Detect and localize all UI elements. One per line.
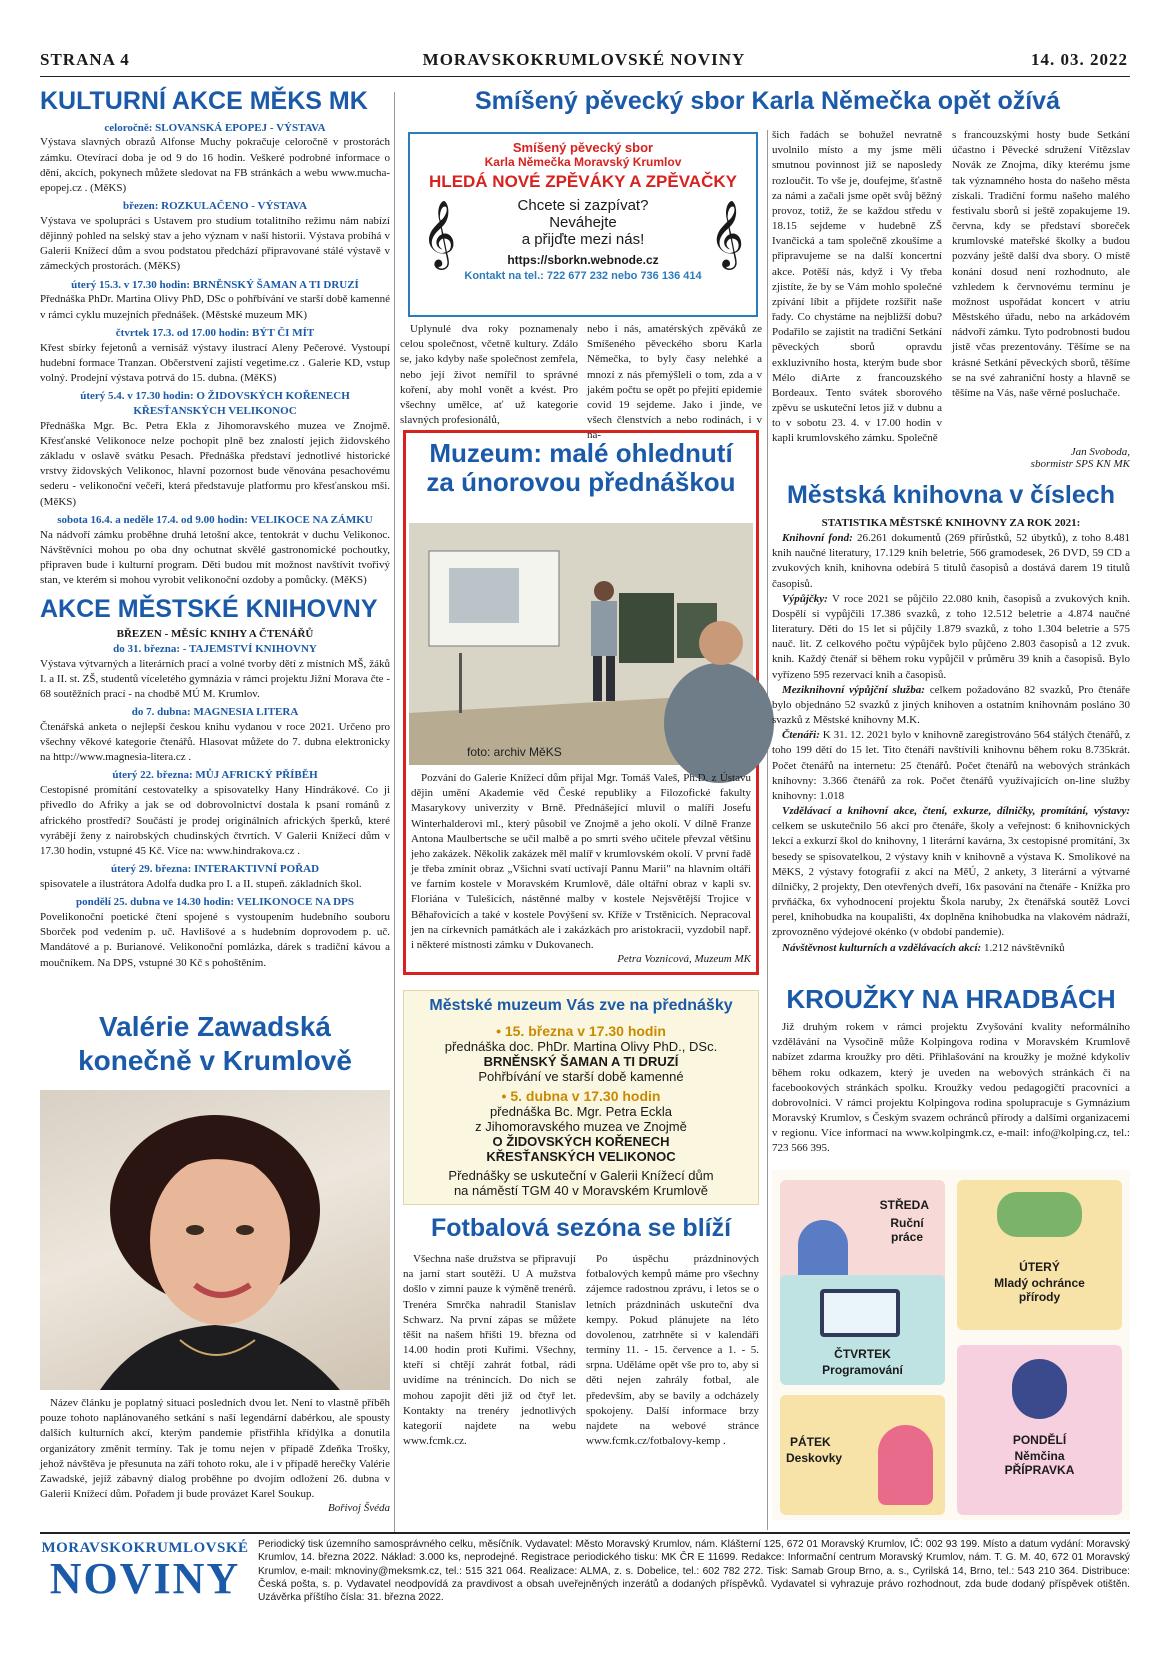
event-text: Výstava slavných obrazů Alfonse Muchy pokračuje celoročně v prostorách zámku. Otevírací doba je od 9 do 16 hodin. Veškeré podrobné informace o dění, akcích, pokynech můžete sledovat na FB stránkách a webu www.mucha-epopej.cz . (MěKS) — [40, 136, 390, 194]
article-title: Městská knihovna v číslech — [787, 481, 1115, 509]
choir-advert — [408, 132, 758, 317]
article-text: Pozvání do Galerie Knížecí dům přijal Mgr. Tomáš Valeš, Ph.D. z Ústavu dějin umění Akademie věd České republiky a Filozofické fakulty Masarykovy univerzity v Brně. Přednášející mluvil o malíři Josefu Winterhalderovi ml., který působil ve Znojmě a jeho okolí. V dílně Franze Antona Maulbertsche se učil malbě a po smrti svého učitele převzal většinu jeho zakázek. Několik zakázek měl malíř v krumlovském okolí. V první řadě je třeba zmínit obraz „Všichni svatí uctívají Pannu Marii" na hlavním oltáři ve farním kostele v Moravském Krumlově, dále oltářní obraz v kapli sv. Floriána v Tulešicích, nástěnné malby v kostele Nejsvětější Trojice v Běhařovicích a také v kostele Povýšení sv. Kříže v Trstěnicích. Nepracoval jen na církevních památkách ale i zakázkách pro aristokracii, vyzdobil např. i některé místnosti zámku v Dukovanech. — [411, 772, 751, 951]
column-divider — [767, 130, 768, 1530]
event-speaker: přednáška doc. PhDr. Martina Olivy PhD., DSc. — [444, 1039, 718, 1054]
stats-label: Čtenáři: — [782, 729, 820, 742]
club-name: Programování — [822, 1363, 903, 1377]
child-reading-icon — [1012, 1359, 1067, 1419]
club-day: ÚTERÝ — [1019, 1260, 1060, 1274]
event-text: Povelikonoční poetické čtení spojené s vystoupením hudebního souboru Sborček pod vedením p. uč. Havlišové a s hudebním doprovodem p. uč. Mandátové a p. Burianové. Velikonoční pomlázka, dárek s tradiční kávou a moučníkem. Na DPS, vstupné 30 Kč s pohoštěním. — [40, 910, 390, 969]
event-heading: březen: ROZKULAČENO - VÝSTAVA — [122, 200, 308, 213]
event-text: Křest sbírky fejetonů a vernisáž výstavy ilustrací Aleny Pečerové. Vystoupí hudební formace Tranzan. Občerstvení zajistí vegetime.cz . Galerie KD, vstup volný. Prodejní výstava potrvá do 15. dubna. (MěKS) — [40, 341, 390, 384]
article-title: KROUŽKY NA HRADBÁCH — [786, 984, 1116, 1014]
library-stats — [772, 517, 1130, 956]
article-title — [406, 439, 756, 496]
article-title: Smíšený pěvecký sbor Karla Němečka opět ožívá — [474, 87, 1060, 115]
photo-credit: foto: archiv MěKS — [467, 745, 562, 759]
event-heading: úterý 5.4. v 17.30 hodin: O ŽIDOVSKÝCH KOŘENECH KŘESŤANSKÝCH VELIKONOC — [80, 390, 350, 417]
stats-label: Meziknihovní výpůjční služba: — [782, 683, 925, 696]
club-day: STŘEDA — [879, 1198, 929, 1212]
stats-text: celkem požadováno 82 svazků, Pro čtenáře bylo objednáno 52 svazků z jiných knihoven a ostatním knihovnám posláno 30 svazků z Městské knihovny M.K. — [772, 683, 1131, 727]
stats-label: Výpůjčky: — [782, 592, 828, 605]
article-text: Po úspěchu prázdninových fotbalových kempů máme pro všechny zájemce radostnou zprávu, i letos se o letních prázdninách uskuteční dva kempy. Pokud plánujete na léto dovolenou, zatrhněte si v kalendáři termíny 11. - 15. července a 1. - 5. srpna. Uděláme opět vše pro to, aby si děti nejen zahrály fotbal, ale především, aby se bavily a odcházely spokojeny. Další informace brzy najdete na webové stránce www.fcmk.cz/fotbalovy-kemp . — [586, 1253, 759, 1448]
article-column — [400, 322, 578, 427]
article-body — [772, 1020, 1130, 1157]
club-name: Mladý ochránce přírody — [994, 1276, 1085, 1304]
lecture-photo — [409, 523, 753, 765]
event-text: Výstava výtvarných a literárních prací a volné tvorby dětí z místních MŠ, žáků I. a II. st. ZŠ, studentů víceletého gymnázia v rámci projektu Jižní Morava čte - 68 soutěžních prací - na chodbě MÚ M. Krumlov. — [40, 657, 390, 700]
left-column — [40, 88, 390, 971]
event-item — [40, 642, 390, 702]
logo-top: MORAVSKOKRUMLOVSKÉ — [41, 1540, 249, 1556]
author-signature: Petra Voznicová, Muzeum MK — [617, 953, 751, 966]
clef-icon: 𝄞 — [709, 199, 744, 267]
article-title: Fotbalová sezóna se blíží — [430, 1214, 732, 1242]
stats-heading: STATISTIKA MĚSTSKÉ KNIHOVNY ZA ROK 2021: — [821, 517, 1081, 529]
event-item — [40, 326, 390, 386]
museum-article — [403, 430, 759, 975]
club-day: ČTVRTEK — [834, 1347, 891, 1361]
stats-label: Knihovní fond: — [782, 532, 853, 544]
article-column — [403, 1252, 576, 1449]
article-title-line: konečně v Krumlově — [78, 1044, 352, 1076]
article-title-line: za únorovou přednáškou — [426, 466, 736, 497]
article-column — [586, 1252, 759, 1449]
event-item — [40, 895, 390, 971]
event-text: Přednáška Mgr. Bc. Petra Ekla z Jihomoravského muzea ve Znojmě. Křesťanské Velikonoce nelze pochopit plně bez znalostí jejich židovského základu v oslavě svátku Pesach. Přednáška představí jednotlivé historické vrstvy židovských Velikonoc, hlavní pozornost bude věnována pesachovému sederu - velikonoční večeři, která představuje platformu pro křesťanskou mši. (MěKS) — [40, 419, 390, 508]
article-text: nebo i nás, amatérských zpěváků ze Smíšeného pěveckého sboru Karla Němečka, to byly časy nelehké a mnozí z nás přemýšleli o tom, zda a v jakém počtu se opět po přejití epidemie covid 19 sejdeme. Jako i jinde, ve všech členstvích a nebo rodinách, i v na- — [587, 323, 762, 442]
ad-headline: HLEDÁ NOVÉ ZPĚVÁKY A ZPĚVAČKY — [429, 172, 737, 191]
stats-text: celkem se uskutečnilo 56 akcí pro čtenáře, školy a veřejnost: 6 knihovnických lekcí a exkurzí škol do knihovny, 1 literární kavárna, 3x cestopisné promítání, 3x besedy se spisovatelkou, 2 výstavy knih v knihovně a výstava K. Smolíkové na MěKS, 2 výstavy fotografií z akcí na MěÚ, 2 ankety, 3 literární a výtvarné dílničky, 2 projekty, Den otevřených dveří, 16x pasování na čtenáře - Knížka pro prvňáčka, 6x vyhodnocení projektu Škola naruby, 2x čtenářská soutěž Lovci perel, knihobudka na koupališti, 4x doplněna knihobudka na vlakovém nádraží, zprovozněno výdejové okénko (v období pandemie). — [772, 820, 1130, 939]
article-body — [411, 771, 751, 965]
stats-text: 1.212 návštěvníků — [983, 941, 1065, 954]
imprint: Periodický tisk územního samosprávného celku, měsíčník. Vydavatel: Město Moravský Krumlov, nám. Klášterní 125, 672 01 Moravský Krumlov, IČ: 002 93 199. Místo a datum vydání: Moravský Krumlov, 14. března 2022. Náklad: 3.000 ks, neprodejné. Registrace periodického tisku: MK ČR E 11699. Redakce: Informační centrum Moravský Krumlov, nám. T. G. M. 40, 672 01 Moravský Krumlov, e-mail: mknoviny@meksmk.cz, tel.: 515 321 064. Realizace: ALMA, z. s. Dobelice, tel.: 602 782 272. Tisk: Samab Group Brno, a. s., Cyrilská 14, Brno, tel.: 543 210 364. Distribuce: Česká pošta, s. p. Vydavatel neodpovídá za pravdivost a obsah uveřejněných inzerátů a dodaných příspěvků. Vydavatel si vyhrazuje právo rozhodnout, zda bude dodaný příspěvek otištěn. Uzávěrka příštího čísla: 31. března 2022. — [258, 1539, 1130, 1603]
club-name: Ruční práce — [890, 1216, 924, 1244]
event-text: Čtenářská anketa o nejlepší českou knihu vydanou v roce 2021. Určeno pro všechny věkové kategorie čtenářů. Hlasovat můžete do 7. dubna elektronicky na http://www.magnesia-litera.cz . — [40, 720, 390, 764]
event-heading: do 31. března: - TAJEMSTVÍ KNIHOVNY — [113, 642, 317, 655]
event-heading: do 7. dubna: MAGNESIA LITERA — [131, 706, 299, 719]
event-item — [40, 121, 390, 197]
article-body — [40, 1396, 390, 1514]
ad-line: Chcete si zazpívat? — [517, 197, 649, 214]
stats-text: K 31. 12. 2021 bylo v knihovně zaregistrováno 564 stálých čtenářů, z toho 199 dětí do 15 let. Tito čtenáři navštívili knihovnu během roku 8.735krát. Počet čtenářů na internetu: 25 čtenářů. Počet čtenářů na webových stránkách knihovny: 3.366 čtenářů za rok. Počet čtenářů využívajících on-line služby knihovny: 1.018 — [772, 729, 1131, 802]
ad-contact: Kontakt na tel.: 722 677 232 nebo 736 136 414 — [464, 270, 702, 282]
club-day: PÁTEK — [790, 1435, 831, 1449]
lecture-illustration — [409, 523, 753, 765]
issue-date: 14. 03. 2022 — [1031, 50, 1128, 69]
footer-logo — [40, 1540, 250, 1601]
event-title: O ŽIDOVSKÝCH KOŘENECH — [492, 1134, 670, 1149]
event-item — [40, 862, 390, 892]
event-heading: úterý 22. března: MŮJ AFRICKÝ PŘÍBĚH — [112, 769, 318, 782]
article-text: s francouzskými hosty bude Setkání účastno i Pěvecké sdružení Vítězslav Novák ze Znojma, díky kterému jsme tak významného hosta do našeho města získali. Tradiční formu našeho malého festivalu sborů si ještě zopakujeme 19. června, kdy se představí sboreček krumlovské mateřské školky a budou pozvány ještě další dva sbory. O místě konání dosud není rozhodnuto, ale vzhledem k červnovému termínu je možnost uspořádat koncert v atriu Městského úřadu, nebo na arkádovém nádvoří zámku. Tyto podrobnosti budou jistě včas prezentovány. Těšíme se na krásné Setkání pěveckých sborů, těšíme se na své zahraniční hosty a hlavně se těšíme na Vás, naše věrné posluchače. — [952, 129, 1130, 399]
event-item — [40, 389, 390, 510]
section-title: KULTURNÍ AKCE MĚKS MK — [40, 87, 368, 115]
event-heading: sobota 16.4. a neděle 17.4. od 9.00 hodin: VELIKOCE NA ZÁMKU — [57, 513, 373, 526]
event-speaker: z Jihomoravského muzea ve Znojmě — [475, 1119, 687, 1134]
clef-icon: 𝄞 — [422, 199, 457, 267]
article-column — [772, 128, 942, 473]
lecture-invitation — [403, 990, 759, 1205]
section-title: AKCE MĚSTSKÉ KNIHOVNY — [40, 595, 378, 624]
article-text: Název článku je poplatný situaci posledních dvou let. Není to vlastně příběh pouze tohoto naplánovaného setkání s naší legendární dabérkou, ale spousty dalších kulturních akcí, kterým pandemie přistřihla křídýlka a donutila organizátory změnit termíny. Tak je tomu nejen v případě Zdeňka Trošky, jehož návštěva je přesunuta na září tohoto roku, ale i v případě herečky Valérie Zawadské, jejíž zábavný dialog proběhne po dvojím odložení 26. dubna v Galerii Knížecí dům. Pořadem ji bude provázet Karel Soukup. — [40, 1397, 390, 1501]
club-day: PONDĚLÍ — [1012, 1433, 1067, 1447]
article-text: Všechna naše družstva se připravují na jarní start soutěží. U A mužstva došlo v zimní pauze k výměně trenérů. Trenéra Smrčka nahradil Stanislav Schwarz. Na první zápas se můžete těšit na našem hřišti 19. března od 14.00 hodin proti Kuřimi. Všechny, kteří si chtějí zahrát fotbal, rádi uvidíme na trénincích. Do nich se mohou zapojit děti již od čtyř let. Kontakty na trenéry jednotlivých kategorií najdete na webu www.fcmk.cz. — [403, 1253, 576, 1448]
event-text: spisovatele a ilustrátora Adolfa dudka pro I. a II. stupeň. základních škol. — [40, 877, 362, 890]
event-text: Cestopisné promítání cestovatelky a spisovatelky Hany Hindrákové. Co ji přivedlo do Afriky a jak se od dobrovolnictví dostala k psaní románů z afrického prostředí? Součástí je prodej originálních afrických šperků, které vyrábějí ženy z nairobských chudinských čtvrtích. V Galerii Knížecí dům v 17.30 hodin, vstupné 45 Kč. Více na: www.hindrakova.cz . — [40, 784, 390, 857]
ad-line: Neváhejte — [549, 214, 617, 231]
event-text: Na nádvoří zámku proběhne druhá letošní akce, tentokrát v duchu Velikonoc. Návštěvníci mohou po oba dny ochutnat skvělé gastronomické pochoutky, připraven bude i kulturní program. Děti budou mít možnost navštívit tvořivý stan, ve kterém si mohou vyrobit velikonoční ozdoby a pomůcky. (MěKS) — [40, 528, 390, 587]
club-tile-tuesday — [957, 1180, 1122, 1330]
event-heading: celoročně: SLOVANSKÁ EPOPEJ - VÝSTAVA — [104, 121, 326, 134]
event-heading: čtvrtek 17.3. od 17.00 hodin: BÝT ČI MÍT — [115, 326, 315, 339]
article-column — [587, 322, 762, 442]
club-name: Deskovky — [786, 1451, 843, 1465]
ad-line: a přijďte mezi nás! — [521, 231, 645, 248]
event-item — [40, 278, 390, 323]
stats-text: 26.261 dokumentů (269 přírůstků, 52 úbytků), z toho 8.481 knih naučné literatury, 17.129 knih beletrie, 566 gramodesek, 26 DVD, 59 CD a zvukových knih, knihovna odebírá 5 titulů časopisů a dostává darem 19 titulů časopisů. — [772, 532, 1130, 590]
clubs-poster — [772, 1170, 1130, 1520]
ad-url[interactable]: https://sborkn.webnode.cz — [507, 253, 659, 267]
stats-paragraph — [772, 683, 1130, 729]
article-text: Uplynulé dva roky poznamenaly celou společnost, včetně kultury. Zdálo se, jako kdyby naše společnost zemřela, nebo její život nemířil to správné koření, aby mohl vonět a kvést. Pro všechny umělce, ať už kategorie slavných profesionálů, — [400, 323, 578, 427]
article-title-line: Muzeum: malé ohlednutí — [429, 438, 733, 468]
event-subtitle: Pohřbívání ve starší době kamenné — [478, 1069, 684, 1084]
stats-label: Vzdělávací a knihovní akce, čtení, exkurze, dílničky, promítání, výstavy: — [782, 805, 1130, 818]
stats-label: Návštěvnost kulturních a vzdělávacích akcí: — [782, 941, 982, 954]
club-tile-thursday — [780, 1275, 945, 1385]
ad-line: Smíšený pěvecký sbor — [512, 140, 654, 155]
article-text: Již druhým rokem v rámci projektu Zvyšování kvality neformálního vzdělávání na Vysočině může Kolpingova rodina v Moravském Krumlově nabízet zdarma kroužky pro děti. Přihlašování na kroužky je možné kdykoliv během roku odkazem, který je uveden na webových stránkách či na facebookových stránkách spolku. Kroužky vedou pedagogičtí pracovníci a dobrovolníci. V rámci projektu Kolpingova rodina spolupracuje s Gymnázium Moravský Krumlov, s Českým svazem ochránců přírody a dalšími organizacemi v regionu. Více informací na www.kolpingmk.cz, e-mail: info@kolping.cz, tel.: 723 566 395. — [772, 1021, 1130, 1155]
event-heading: úterý 15.3. v 17.30 hodin: BRNĚNSKÝ ŠAMAN A TI DRUZÍ — [71, 278, 359, 291]
article-column — [952, 128, 1130, 470]
stats-text: V roce 2021 se půjčilo 22.080 knih, časopisů a zvukových knih. Dospělí si vypůjčili 17.386 svazků, z toho 12.512 beletrie a 4.874 naučné literatury. Děti do 15 let si půjčily 1.879 svazků, z toho 1.304 beletrie a 575 nauč. lit. Z celkového počtu výpůjček bylo půjčeno 2.803 časopisů a 12 zvuk. knih. Každý čtenář si během roku vypůjčil v průměru 39 knih a časopisů. Bylo vyřízeno 595 rezervací knih a časopisů. — [772, 592, 1131, 681]
club-name: Němčina PŘÍPRAVKA — [1004, 1449, 1075, 1477]
column-divider — [394, 92, 395, 1532]
portrait-illustration — [40, 1090, 390, 1390]
event-heading: pondělí 25. dubna ve 14.30 hodin: VELIKONOCE NA DPS — [76, 896, 354, 909]
article-title — [40, 1010, 390, 1077]
logo-bottom: NOVINY — [49, 1554, 241, 1603]
event-date: • 5. dubna v 17.30 hodin — [501, 1088, 661, 1104]
event-text: Výstava ve spolupráci s Ustavem pro studium totalitního režimu nám nabízí dějinný pohled na selský stav a jeho význam v naší historii. Výstava probíhá v Galerii Knížecí dům a svou podstatou předchází připravované stálé výstavě v zámeckých prostorách. (MěKS) — [40, 214, 390, 273]
event-heading: úterý 29. března: INTERAKTIVNÍ POŘAD — [110, 863, 320, 876]
footer-rule — [40, 1532, 1130, 1534]
child-playing-icon — [878, 1425, 933, 1505]
author-signature: Jan Svoboda, — [1070, 446, 1130, 458]
event-heading: BŘEZEN - MĚSÍC KNIHY A ČTENÁŘŮ — [116, 627, 314, 640]
laptop-icon — [820, 1289, 900, 1337]
children-planting-icon — [997, 1192, 1082, 1237]
club-tile-monday — [957, 1345, 1122, 1515]
ad-line: Karla Němečka Moravský Krumlov — [484, 155, 682, 169]
stats-paragraph — [772, 531, 1130, 592]
portrait-photo — [40, 1090, 390, 1390]
article-text: šich řadách se bohužel nevratně uvolnilo místo a my jsme měli smutnou povinnost již se naposledy rozloučit. To vše je, doufejme, šťastně za námi a začali jsme opět svůj běžný provoz, totiž, že se každou středu v 18.15 sejdeme v hudebně ZŠ Ivančická a tam společně zkoušíme a připravujeme se na další koncertní akce. Potěší nás, když i Vy třeba zjistíte, že by se Vám mohlo společné zpívání líbit a přijdete rozšířit naše řady. Co chystáme na nejbližší dobu? Podařilo se zajistit na tradiční Setkání pěveckých sborů opravdu exkluzivního hosta, kterým bude sbor Mélo diArte z francouzského Bordeaux. Tento svátek sborového zpěvu se uskuteční letos již v dubnu a to v sobotu 23. 4. v 17.00 hodin v kapli krumlovského zámku. Společně — [772, 129, 942, 445]
event-item — [40, 199, 390, 275]
article-title-line: Valérie Zawadská — [99, 1011, 331, 1042]
header-rule — [40, 76, 1130, 77]
event-item — [40, 513, 390, 589]
invitation-footer: na náměstí TGM 40 v Moravském Krumlově — [453, 1183, 709, 1198]
invitation-title: Městské muzeum Vás zve na přednášky — [429, 997, 733, 1014]
event-item — [40, 705, 390, 765]
author-signature: sbormistr SPS KN MK — [1030, 458, 1130, 470]
stats-paragraph — [772, 804, 1130, 941]
newspaper-name: MORAVSKOKRUMLOVSKÉ NOVINY — [422, 50, 746, 69]
event-item — [40, 768, 390, 859]
event-title: KŘESŤANSKÝCH VELIKONOC — [486, 1149, 676, 1164]
invitation-footer: Přednášky se uskuteční v Galerii Knížecí dům — [448, 1168, 714, 1183]
stats-paragraph — [772, 592, 1130, 683]
stats-paragraph — [772, 941, 1130, 956]
stats-paragraph — [772, 728, 1130, 804]
author-signature: Bořivoj Švéda — [327, 1502, 390, 1515]
event-text: Přednáška PhDr. Martina Olivy PhD, DSc o pohřbívání ve starší době kamenné v rámci cyklu muzejních přednášek. (Městské muzeum MK) — [40, 293, 390, 321]
club-tile-friday — [780, 1395, 945, 1515]
event-title: BRNĚNSKÝ ŠAMAN A TI DRUZÍ — [483, 1054, 679, 1069]
event-speaker: přednáška Bc. Mgr. Petra Eckla — [489, 1104, 673, 1119]
event-date: • 15. března v 17.30 hodin — [496, 1023, 666, 1039]
page-number: STRANA 4 — [40, 50, 130, 69]
